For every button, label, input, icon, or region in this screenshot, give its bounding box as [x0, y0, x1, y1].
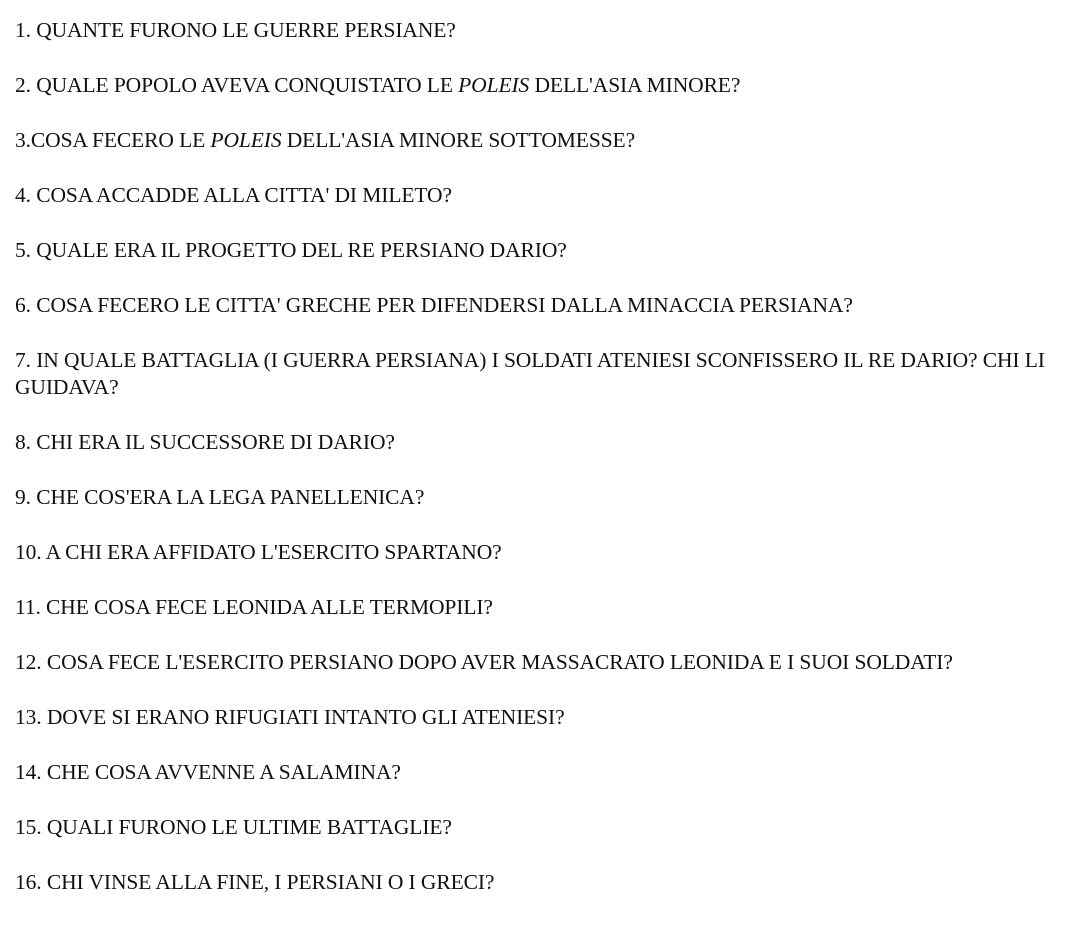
question-4 — [15, 182, 1055, 209]
question-text: 12. COSA FECE L'ESERCITO PERSIANO DOPO AVER MASSACRATO LEONIDA E I SUOI SOLDATI? — [15, 650, 953, 674]
question-16 — [15, 869, 1055, 896]
question-text: 9. CHE COS'ERA LA LEGA PANELLENICA? — [15, 485, 425, 509]
question-text: 10. A CHI ERA AFFIDATO L'ESERCITO SPARTANO? — [15, 540, 502, 564]
question-text: 14. CHE COSA AVVENNE A SALAMINA? — [15, 760, 401, 784]
question-text: 4. COSA ACCADDE ALLA CITTA' DI MILETO? — [15, 183, 452, 207]
question-italic-term: POLEIS — [458, 73, 530, 97]
question-2 — [15, 72, 1055, 99]
question-7 — [15, 347, 1055, 401]
question-text: 1. QUANTE FURONO LE GUERRE PERSIANE? — [15, 18, 456, 42]
question-text: 15. QUALI FURONO LE ULTIME BATTAGLIE? — [15, 815, 452, 839]
question-12 — [15, 649, 1055, 676]
question-text: 7. IN QUALE BATTAGLIA (I GUERRA PERSIANA) I SOLDATI ATENIESI SCONFISSERO IL RE DARIO? CHI LI GUIDAVA? — [15, 348, 1045, 399]
question-5 — [15, 237, 1055, 264]
question-text: 5. QUALE ERA IL PROGETTO DEL RE PERSIANO DARIO? — [15, 238, 567, 262]
question-text: 2. QUALE POPOLO AVEVA CONQUISTATO LE — [15, 73, 459, 97]
question-text: 11. CHE COSA FECE LEONIDA ALLE TERMOPILI? — [15, 595, 493, 619]
question-text: 8. CHI ERA IL SUCCESSORE DI DARIO? — [15, 430, 395, 454]
question-text: 3.COSA FECERO LE — [15, 128, 211, 152]
question-9 — [15, 484, 1055, 511]
question-11 — [15, 594, 1055, 621]
question-6 — [15, 292, 1055, 319]
question-text: DELL'ASIA MINORE SOTTOMESSE? — [281, 128, 636, 152]
question-14 — [15, 759, 1055, 786]
question-text: DELL'ASIA MINORE? — [529, 73, 741, 97]
question-8 — [15, 429, 1055, 456]
question-15 — [15, 814, 1055, 841]
question-italic-term: POLEIS — [210, 128, 282, 152]
question-10 — [15, 539, 1055, 566]
question-text: 13. DOVE SI ERANO RIFUGIATI INTANTO GLI ATENIESI? — [15, 705, 565, 729]
question-text: 6. COSA FECERO LE CITTA' GRECHE PER DIFENDERSI DALLA MINACCIA PERSIANA? — [15, 293, 853, 317]
question-1 — [15, 17, 1055, 44]
question-3 — [15, 127, 1055, 154]
question-13 — [15, 704, 1055, 731]
question-text: 16. CHI VINSE ALLA FINE, I PERSIANI O I GRECI? — [15, 870, 495, 894]
